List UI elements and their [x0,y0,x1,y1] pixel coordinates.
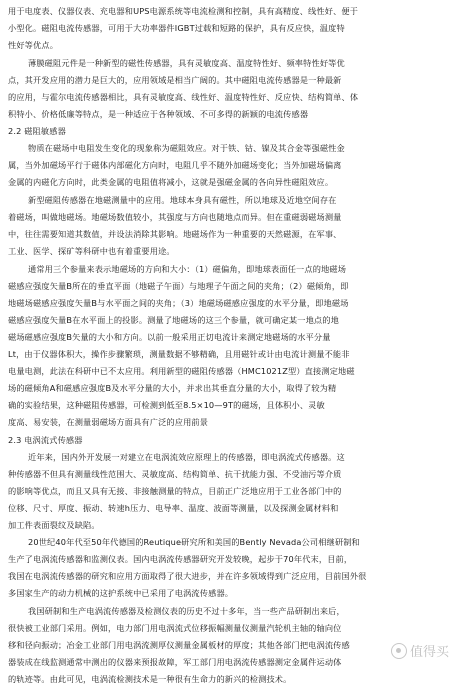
watermark-text: 值得买 [409,645,449,660]
text-line: 位移、尺寸、厚度、振动、转速h压力、电导率、温度、波面等测量，以及探测金属材料和 [8,503,339,513]
text-line: 积特小、价格低廉等特点，是一种适应于各种领域、不可多得的新颖的电流传感器 [8,109,309,119]
text-line: 用于电度表、仪器仪表、充电器和UPS电源系统等电流检测和控制，具有高精度、线性好、便于 [8,6,359,16]
text-line: 场的磁倾角A和磁感应强度B及水平分量的大小，并求出其垂直分量的大小，取得了较为精 [8,383,337,393]
text-line: 生产了电涡流传感器和监测仪表。国内电涡流传感器研究开发较晚，起步于70年代末，目前， [8,554,353,564]
text-line: 电量电测，此法在科研中已不太应用。利用新型的磁阻传感器（HMC1021Z型）直接测定地磁 [8,366,355,376]
text-line: 20世纪40年代至50年代德国的Reutique研究所和美国的Bently Nevada公司相继研制和 [28,537,360,547]
text-line: 性好等优点。 [8,40,59,50]
text-line: 磁场磁感应强度B矢量的大小和方向。以前一般采用正切电流计来测定地磁场的水平分量 [8,332,331,342]
text-line: 的轨迹等。由此可见，电涡流检测技术是一种很有生命力的新兴的检测技术。 [8,674,292,684]
text-line: 我国在电涡流传感器的研究和应用方面取得了很大进步，并在许多领域得到广泛应用，目前国外很 [8,571,367,581]
text-line: 磁感应强度矢量B所在的垂直平面（地磁子午面）与地理子午面之间的夹角；（2）磁倾角，即 [8,281,349,291]
text-line: 点，其开发应用的潜力是巨大的，应用领域是相当广阔的。其中磁阻电流传感器是一种最新 [8,75,342,85]
text-line: 属，当外加磁场平行于磁体内部磁化方向时，电阻几乎不随外加磁场变化；当外加磁场偏离 [8,160,342,170]
text-line: 2.3 电涡流式传感器 [8,435,83,445]
watermark [391,641,449,660]
text-line: 器装成在线监测通常中测出的仪器来预报故障，军工部门用电涡流传感器测定金属件运动体 [8,657,342,667]
text-line: 加工件表面裂纹及缺陷。 [8,520,100,530]
text-line: 新型磁阻传感器在地磁测量中的应用。地球本身具有磁性，所以地球及近地空间存在 [28,195,337,205]
text-line: 确的实验结果，这种磁阻传感器，可检测到低至8.5×10—9T的磁场，且体积小、灵敏 [8,400,325,410]
text-line: 工业、医学、探矿等科研中也有着重要用途。 [8,246,175,256]
text-line: 小型化。磁阻电流传感器，可用于大功率器件IGBT过载和短路的保护，具有反应快，温度特 [8,23,345,33]
text-line: 我国研制和生产电涡流传感器及检测仪表的历史不过十多年，当一些产品研制出来后， [28,606,345,616]
text-line: 物质在磁场中电阻发生变化的现象称为磁阻效应。对于铁、钴、镍及其合金等强磁性金 [28,143,345,153]
text-line: 移和径向振动；冶金工业部门用电涡流测厚仪测量金属板材的厚度；其他各部门把电涡流传感 [8,640,350,650]
text-line: 着磁场，叫做地磁场。地磁场数值较小，其强度与方向也随地点而异。但在重磁弱磁场测量 [8,212,342,222]
text-line: 的影响等优点，而且又具有无接、非接触测量的特点，目前正广泛地应用于工业各部门中的 [8,486,342,496]
text-line: 多国家生产的动力机械的这护系统中已采用了电涡流传感器。 [8,588,234,598]
circle-logo-icon [391,643,407,659]
text-line: 中，往往需要知道其数值，并设法消除其影响。地磁场作为一种重要的天然磁源，在军事、 [8,229,342,239]
text-line: 的应用，与霍尔电流传感器相比，具有灵敏度高、线性好、温度特性好、反应快、结构简单、体 [8,92,359,102]
text-line: 通常用三个参量来表示地磁场的方向和大小：（1）磁偏角，即地球表面任一点的地磁场 [28,264,347,274]
text-line: 度高、易安装，在测量弱磁场方面具有广泛的应用前景 [8,417,209,427]
text-line: 种传感器不但具有测量线性范围大、灵敏度高、结构简单、抗干扰能力强、不受油污等介质 [8,469,342,479]
text-line: 磁感应强度矢量B在水平面上的投影。测量了地磁场的这三个参量，就可确定某一地点的地 [8,315,339,325]
text-line: 2.2 磁阻敏感器 [8,126,66,136]
text-line: 近年来，国内外开发展一对建立在电涡流效应原理上的传感器，即电涡流式传感器。这 [28,452,345,462]
text-line: 很快被工业部门采用。例如，电力部门用电涡流式位移振幅测量仪测量汽轮机主轴的轴向位 [8,623,342,633]
text-line: 金属的内磁化方向时，此类金属的电阻值将减小，这就是强磁金属的各向异性磁阻效应。 [8,177,334,187]
text-line: Lt，由于仪器体积大，操作步骤繁琐，测量数据不够精确，且用磁针或计由电流计测量不能非 [8,349,350,359]
text-line: 地磁场磁感应强度矢量B与水平面之间的夹角；（3）地磁场磁感应强度的水平分量，即地磁场 [8,298,349,308]
text-line: 薄膜磁阻元件是一种新型的磁性传感器，具有灵敏度高、温度特性好、频率特性好等优 [28,58,345,68]
